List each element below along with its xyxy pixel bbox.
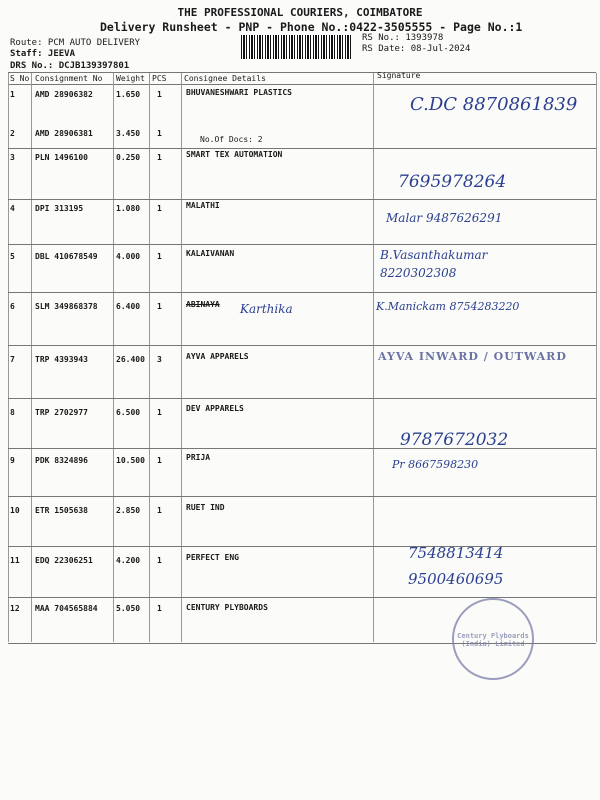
row-pcs: 1 [157, 556, 162, 565]
row-signature: 7548813414 9500460695 [408, 544, 504, 588]
row-sno: 10 [10, 506, 20, 515]
row-consignee: MALATHI [186, 201, 220, 210]
row-sno: 6 [10, 302, 15, 311]
col-header-pcs: PCS [152, 74, 167, 83]
row-docs-note: No.Of Docs: 2 [200, 135, 263, 144]
row-pcs: 1 [157, 204, 162, 213]
row-sno: 9 [10, 456, 15, 465]
staff-label: Staff: JEEVA [10, 49, 76, 59]
row-pcs: 1 [157, 252, 162, 261]
row-signature: Malar 9487626291 [386, 211, 503, 225]
row-signature: 9787672032 [400, 430, 509, 450]
row-sno: 8 [10, 408, 15, 417]
runsheet-subtitle: Delivery Runsheet - PNP - Phone No.:0422-3505555 - Page No.:1 [100, 20, 523, 34]
row-divider [8, 345, 596, 346]
col-divider [113, 73, 114, 642]
row-consignment: TRP 4393943 [35, 355, 88, 364]
row-sno: 4 [10, 204, 15, 213]
row-consignment: ETR 1505638 [35, 506, 88, 515]
row-divider [8, 496, 596, 497]
col-header-weight: Weight [116, 74, 145, 83]
row-signature-stamp: AYVA INWARD / OUTWARD [378, 350, 567, 363]
route-label: Route: PCM AUTO DELIVERY [10, 38, 141, 48]
row-consignee: AYVA APPARELS [186, 352, 249, 361]
row-consignee: KALAIVANAN [186, 249, 235, 258]
row-pcs: 1 [157, 506, 162, 515]
row-sno: 12 [10, 604, 20, 613]
company-seal-stamp [452, 598, 534, 680]
row-consignment: AMD 28906381 [35, 129, 93, 138]
row-divider [8, 199, 596, 200]
row-weight: 4.200 [116, 556, 141, 565]
row-consignment: DPI 313195 [35, 204, 84, 213]
company-title: THE PROFESSIONAL COURIERS, COIMBATORE [177, 6, 423, 19]
row-divider [8, 292, 596, 293]
row-weight: 1.650 [116, 90, 141, 99]
stamp-text: Century Plyboards (India) Limited [457, 632, 529, 648]
row-weight: 1.080 [116, 204, 141, 213]
row-weight: 6.400 [116, 302, 141, 311]
row-weight: 3.450 [116, 129, 141, 138]
col-divider [31, 73, 32, 642]
row-weight: 2.850 [116, 506, 141, 515]
row-sno: 11 [10, 556, 20, 565]
col-divider [8, 73, 9, 642]
row-consignee: BHUVANESHWARI PLASTICS [186, 88, 292, 97]
barcode [241, 35, 351, 59]
row-consignment: EDQ 22306251 [35, 556, 93, 565]
row-consignment: PDK 8324896 [35, 456, 88, 465]
row-divider [8, 448, 596, 449]
col-header-signature: Signature [377, 71, 421, 80]
row-divider [8, 597, 596, 598]
table-top-border [8, 72, 596, 73]
row-weight: 6.500 [116, 408, 141, 417]
row-pcs: 1 [157, 456, 162, 465]
col-header-sno: S No [10, 74, 30, 83]
row-signature: K.Manickam 8754283220 [376, 300, 520, 313]
row-pcs: 1 [157, 129, 162, 138]
row-weight: 26.400 [116, 355, 145, 364]
row-consignment: TRP 2702977 [35, 408, 88, 417]
row-weight: 0.250 [116, 153, 141, 162]
row-divider [8, 148, 596, 149]
row-pcs: 3 [157, 355, 162, 364]
row-sno: 2 [10, 129, 15, 138]
rs-number: RS No.: 1393978 [362, 33, 444, 43]
handwritten-correction: Karthika [240, 302, 293, 316]
row-consignment: MAA 704565884 [35, 604, 98, 613]
row-consignment: SLM 349868378 [35, 302, 98, 311]
row-weight: 5.050 [116, 604, 141, 613]
row-weight: 4.000 [116, 252, 141, 261]
col-divider [149, 73, 150, 642]
row-signature: 7695978264 [398, 172, 507, 192]
row-consignee: CENTURY PLYBOARDS [186, 603, 268, 612]
row-divider [8, 244, 596, 245]
col-header-consignee: Consignee Details [184, 74, 266, 83]
row-pcs: 1 [157, 408, 162, 417]
col-divider [596, 73, 597, 642]
row-consignment: DBL 410678549 [35, 252, 98, 261]
header-bottom-border [8, 84, 596, 85]
row-pcs: 1 [157, 153, 162, 162]
row-consignee: PERFECT ENG [186, 553, 239, 562]
row-pcs: 1 [157, 604, 162, 613]
row-sno: 5 [10, 252, 15, 261]
row-pcs: 1 [157, 90, 162, 99]
row-pcs: 1 [157, 302, 162, 311]
row-consignee: PRIJA [186, 453, 211, 462]
row-sno: 3 [10, 153, 15, 162]
row-consignee: RUET IND [186, 503, 225, 512]
row-consignee: SMART TEX AUTOMATION [186, 150, 283, 159]
col-header-consignment: Consignment No [35, 74, 103, 83]
row-consignment: AMD 28906382 [35, 90, 93, 99]
row-weight: 10.500 [116, 456, 145, 465]
row-consignee: DEV APPARELS [186, 404, 244, 413]
row-sno: 1 [10, 90, 15, 99]
row-sno: 7 [10, 355, 15, 364]
col-divider [181, 73, 182, 642]
row-signature: B.Vasanthakumar 8220302308 [380, 248, 488, 280]
row-consignee: ABINAYA [186, 300, 220, 309]
rs-date: RS Date: 08-Jul-2024 [362, 44, 471, 54]
row-consignment: PLN 1496100 [35, 153, 88, 162]
col-divider [373, 73, 374, 642]
drs-number: DRS No.: DCJB139397801 [10, 61, 130, 71]
row-signature: Pr 8667598230 [392, 458, 479, 471]
row-divider [8, 398, 596, 399]
row-signature: C.DC 8870861839 [410, 94, 578, 115]
